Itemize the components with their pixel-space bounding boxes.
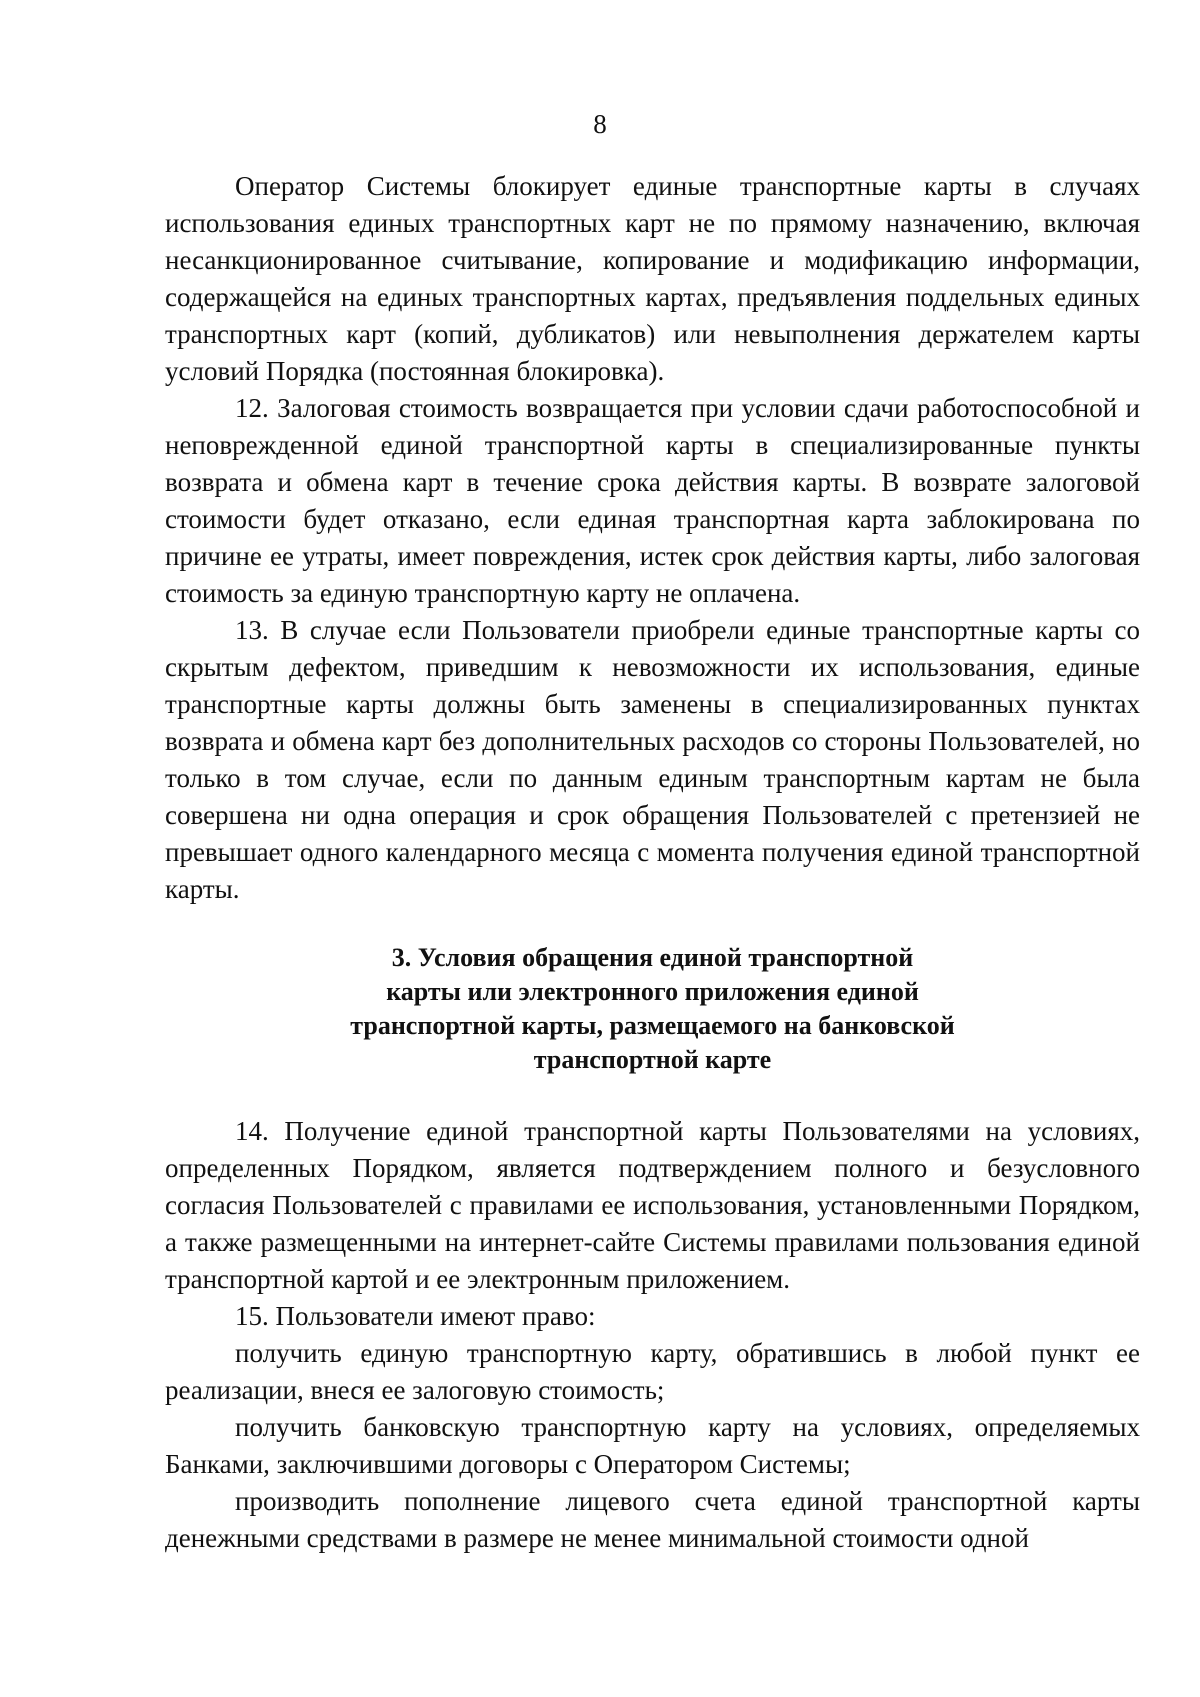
paragraph-15-item-bank-card: получить банковскую транспортную карту на условиях, определяемых Банками, заключившими договоры с Оператором Системы; [165, 1412, 1140, 1479]
section-heading-3 [165, 941, 1140, 1077]
paragraph-15: 15. Пользователи имеют право: [235, 1301, 596, 1331]
paragraph-blocking: Оператор Системы блокирует единые транспортные карты в случаях использования единых транспортных карт не по прямому назначению, включая несанкционированное считывание, копирование и модификацию информации, содержащейся на единых транспортных картах, предъявления поддельных единых транспортных карт (копий, дубликатов) или невыполнения держателем карты условий Порядка (постоянная блокировка). [165, 171, 1140, 386]
section-heading-line: карты или электронного приложения единой [386, 977, 919, 1006]
page-number: 8 [593, 109, 607, 139]
section-heading-line: 3. Условия обращения единой транспортной [391, 943, 914, 972]
paragraph-14: 14. Получение единой транспортной карты Пользователями на условиях, определенных Порядком, является подтверждением полного и безусловного согласия Пользователей с правилами ее использования, установленными Порядком, а также размещенными на интернет-сайте Системы правилами пользования единой транспортной картой и ее электронным приложением. [165, 1116, 1140, 1294]
paragraph-15-item-topup: производить пополнение лицевого счета единой транспортной карты денежными средствами в размере не менее минимальной стоимости одной [165, 1486, 1140, 1553]
paragraph-15-item-card: получить единую транспортную карту, обратившись в любой пункт ее реализации, внеся ее залоговую стоимость; [165, 1338, 1140, 1405]
section-heading-line: транспортной карты, размещаемого на банковской [350, 1011, 955, 1040]
document-body [165, 168, 1140, 1557]
section-heading-line: транспортной карте [533, 1045, 772, 1074]
paragraph-12: 12. Залоговая стоимость возвращается при условии сдачи работоспособной и неповрежденной единой транспортной карты в специализированные пункты возврата и обмена карт в течение срока действия карты. В возврате залоговой стоимости будет отказано, если единая транспортная карта заблокирована по причине ее утраты, имеет повреждения, истек срок действия карты, либо залоговая стоимость за единую транспортную карту не оплачена. [165, 393, 1140, 608]
paragraph-13: 13. В случае если Пользователи приобрели единые транспортные карты со скрытым дефектом, приведшим к невозможности их использования, единые транспортные карты должны быть заменены в специализированных пунктах возврата и обмена карт без дополнительных расходов со стороны Пользователей, но только в том случае, если по данным единым транспортным картам не была совершена ни одна операция и срок обращения Пользователей с претензией не превышает одного календарного месяца с момента получения единой транспортной карты. [165, 615, 1140, 904]
